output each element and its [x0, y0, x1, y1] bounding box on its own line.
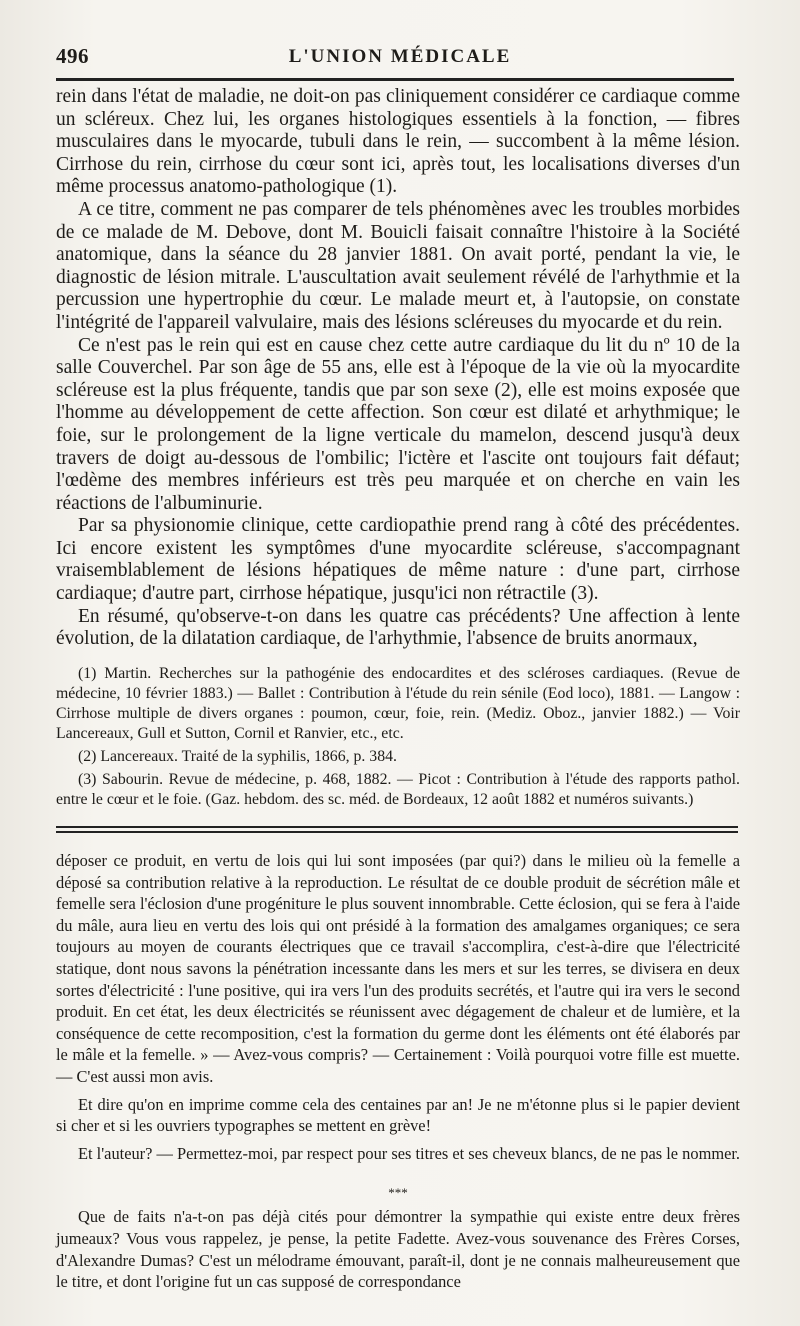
article-paragraph-1: rein dans l'état de maladie, ne doit-on pas cliniquement considérer ce cardiaque comme un scléreux. Chez lui, les organes histologiques essentiels à la fonction, — fibres musculaires dans le myocarde, tubuli dans le rein, — succombent à la même lésion. Cirrhose du rein, cirrhose du cœur sont ici, après tout, les localisations diverses d'un même processus anatomo-pathologique (1). [56, 86, 740, 198]
feuilleton-paragraph-2: Et dire qu'on en imprime comme cela des centaines par an! Je ne m'étonne plus si le papier devient si cher et si les ouvriers typographes se mettent en grève! [56, 1094, 740, 1136]
feuilleton-section [56, 850, 740, 1293]
article-paragraph-2: A ce titre, comment ne pas comparer de tels phénomènes avec les troubles morbides de ce malade de M. Debove, dont M. Bouicli faisait connaître l'histoire à la Société anatomique, dans la séance du 28 janvier 1881. On avait porté, pendant la vie, le diagnostic de lésion mitrale. L'auscultation avait seulement révélé de l'arhythmie et la percussion une hypertrophie du cœur. Le malade meurt et, à l'autopsie, on constate l'intégrité de l'appareil valvulaire, mais des lésions scléreuses du myocarde et du rein. [56, 198, 740, 333]
feuilleton-rule-top [56, 826, 738, 828]
feuilleton-paragraph-4: Que de faits n'a-t-on pas déjà cités pour démontrer la sympathie qui existe entre deux frères jumeaux? Vous vous rappelez, je pense, la petite Fadette. Avez-vous souvenance des Frères Corses, d'Alexandre Dumas? C'est un mélodrame émouvant, paraît-il, dont je ne connais malheureusement que le titre, et dont l'origine fut un cas supposé de correspondance [56, 1207, 740, 1292]
asterism-separator: *** [388, 1185, 408, 1201]
article-paragraph-4: Par sa physionomie clinique, cette cardiopathie prend rang à côté des précédentes. Ici encore existent les symptômes d'une myocardite scléreuse, s'accompagnant vraisemblablement de lésions hépatiques de même nature : d'une part, cirrhose cardiaque; d'autre part, cirrhose hépatique, jusqu'ici non rétractile (3). [56, 515, 740, 605]
feuilleton-paragraph-3: Et l'auteur? — Permettez-moi, par respect pour ses titres et ses cheveux blancs, de ne pas le nommer. [78, 1143, 740, 1163]
footnote-1: (1) Martin. Recherches sur la pathogénie des endocardites et des scléroses cardiaques. (Revue de médecine, 10 février 1883.) — Ballet : Contribution à l'étude du rein sénile (Eod loco), 1881. — Langow : Cirrhose multiple de divers organes : poumon, cœur, foie, rein. (Mediz. Oboz., janvier 1882.) — Voir Lancereaux, Gull et Sutton, Cornil et Ranvier, etc., etc. [56, 665, 740, 742]
main-article [56, 86, 740, 651]
feuilleton-rule-bottom [56, 831, 738, 833]
footnote-2: (2) Lancereaux. Traité de la syphilis, 1866, p. 384. [78, 748, 397, 765]
page-header [56, 44, 744, 74]
page-number: 496 [56, 44, 89, 68]
footnote-3: (3) Sabourin. Revue de médecine, p. 468, 1882. — Picot : Contribution à l'étude des rapports pathol. entre le cœur et le foie. (Gaz. hebdom. des sc. méd. de Bordeaux, 12 août 1882 et numéros suivants.) [56, 771, 740, 808]
feuilleton-paragraph-1: déposer ce produit, en vertu de lois qui lui sont imposées (par qui?) dans le milieu où la femelle a déposé sa contribution relative à la reproduction. Le résultat de ce double produit de sécrétion mâle et femelle sera l'éclosion d'une progéniture le plus souvent innombrable. Cette éclosion, qui se fera à l'aide du mâle, aura lieu en vertu des lois qui ont présidé à la formation des amalgames organiques; ce sera toujours au moyen de courants électriques que ce travail s'accomplira, c'est-à-dire que l'électricité statique, dont nous savons la pénétration incessante dans les mers et sur les terres, se divisera en deux sortes d'électricité : l'une positive, qui ira vers l'un des produits secrétés, et l'autre qui ira vers le second produit. En cet état, les deux électricités se réunissent avec dégagement de chaleur et de lumière, et la conséquence de cette recomposition, c'est la formation du germe dont les éléments ont été élaborés par le mâle et la femelle. » — Avez-vous compris? — Certainement : Voilà pourquoi votre fille est muette. — C'est aussi mon avis. [56, 851, 740, 1086]
header-rule [56, 78, 734, 81]
footnotes [56, 664, 740, 813]
article-paragraph-3: Ce n'est pas le rein qui est en cause chez cette autre cardiaque du lit du nº 10 de la salle Couverchel. Par son âge de 55 ans, elle est à l'époque de la vie où la myocardite scléreuse est la plus fréquente, tandis que par son sexe (2), elle est moins exposée que l'homme au développement de cette affection. Son cœur est dilaté et arhythmique; le foie, sur le prolongement de la ligne verticale du mamelon, descend jusqu'à deux travers de doigt au-dessous de l'ombilic; l'ictère et l'ascite ont toujours fait défaut; l'œdème des membres inférieurs est très peu marquée et on cherche en vain les réactions de l'albuminurie. [56, 334, 740, 514]
article-paragraph-5: En résumé, qu'observe-t-on dans les quatre cas précédents? Une affection à lente évolution, de la dilatation cardiaque, de l'arhythmie, l'absence de bruits anormaux, [56, 605, 740, 650]
running-title: L'UNION MÉDICALE [288, 46, 512, 67]
